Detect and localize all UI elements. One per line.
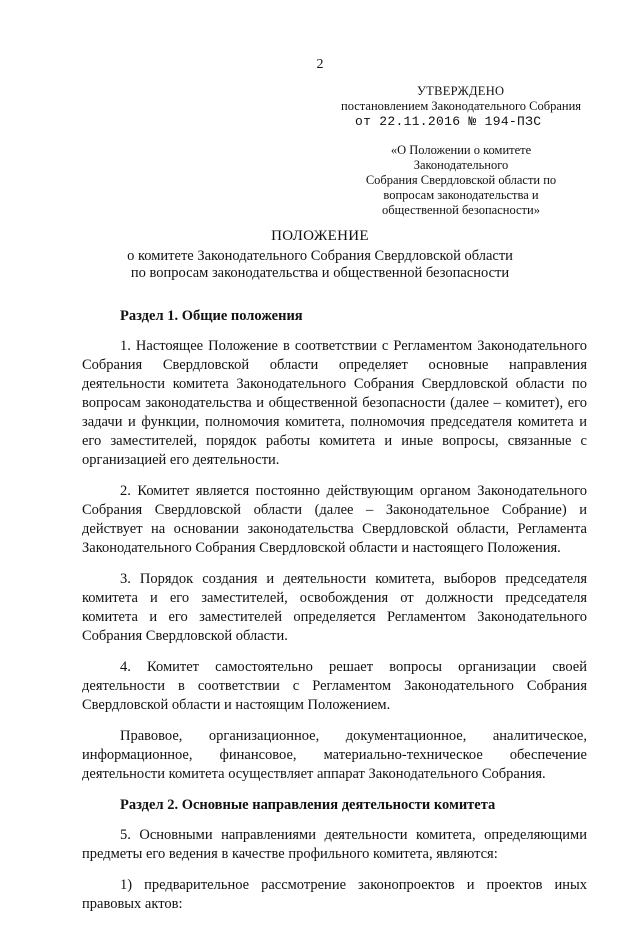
approval-date: от 22.11.2016 № 194-ПЗС — [355, 114, 542, 129]
approval-line: постановлением Законодательного Собрания — [341, 99, 582, 113]
paragraph-7: 1) предварительное рассмотрение законопроектов и проектов иных правовых актов: — [82, 877, 587, 912]
approval-quote-line: общественной безопасности» — [382, 203, 540, 217]
paragraph-5: Правовое, организационное, документационное, аналитическое, информационное, финансовое, материально-техническое обеспечение деятельности комитета осуществляет аппарат Законодательного Собрания. — [82, 728, 587, 782]
approval-quote-line: «О Положении о комитете Законодательного — [390, 143, 532, 172]
subtitle-line: по вопросам законодательства и общественной безопасности — [130, 265, 510, 281]
approval-stamp — [330, 84, 610, 218]
subtitle-line: о комитете Законодательного Собрания Свердловской области — [127, 248, 513, 264]
paragraph-3: 3. Порядок создания и деятельности комитета, выборов председателя комитета и его заместителей, освобождения от должности председателя комитета и его заместителей определяется Регламентом Законодательного Собрания Свердловской области. — [82, 571, 587, 644]
approval-quote-line: Собрания Свердловской области по — [365, 173, 557, 187]
section-2-heading: Раздел 2. Основные направления деятельности комитета — [120, 797, 496, 813]
paragraph-2: 2. Комитет является постоянно действующим органом Законодательного Собрания Свердловской области (далее – Законодательное Собрание) и действует на основании законодательства Свердловской области, Регламента Законодательного Собрания Свердловской области и настоящего Положения. — [82, 483, 587, 556]
approval-quote-line: вопросам законодательства и — [383, 188, 539, 202]
section-1-heading: Раздел 1. Общие положения — [120, 308, 303, 324]
document-body — [82, 307, 587, 926]
paragraph-4: 4. Комитет самостоятельно решает вопросы организации своей деятельности в соответствии с Регламентом Законодательного Собрания Свердловской области и настоящим Положением. — [82, 659, 587, 713]
approval-quote — [342, 143, 580, 218]
document-title: ПОЛОЖЕНИЕ — [271, 228, 369, 244]
paragraph-6: 5. Основными направлениями деятельности комитета, определяющими предметы его ведения в качестве профильного комитета, являются: — [82, 827, 587, 862]
page-number: 2 — [316, 57, 324, 72]
document-subtitle — [80, 248, 560, 282]
paragraph-1: 1. Настоящее Положение в соответствии с Регламентом Законодательного Собрания Свердловской области определяет основные направления деятельности комитета Законодательного Собрания Свердловской области по вопросам законодательства и общественной безопасности (далее – комитет), его задачи и функции, полномочия комитета, полномочия председателя комитета и его заместителей, порядок работы комитета и иные вопросы, связанные с организацией его деятельности. — [82, 338, 587, 468]
approval-title: УТВЕРЖДЕНО — [417, 84, 505, 98]
